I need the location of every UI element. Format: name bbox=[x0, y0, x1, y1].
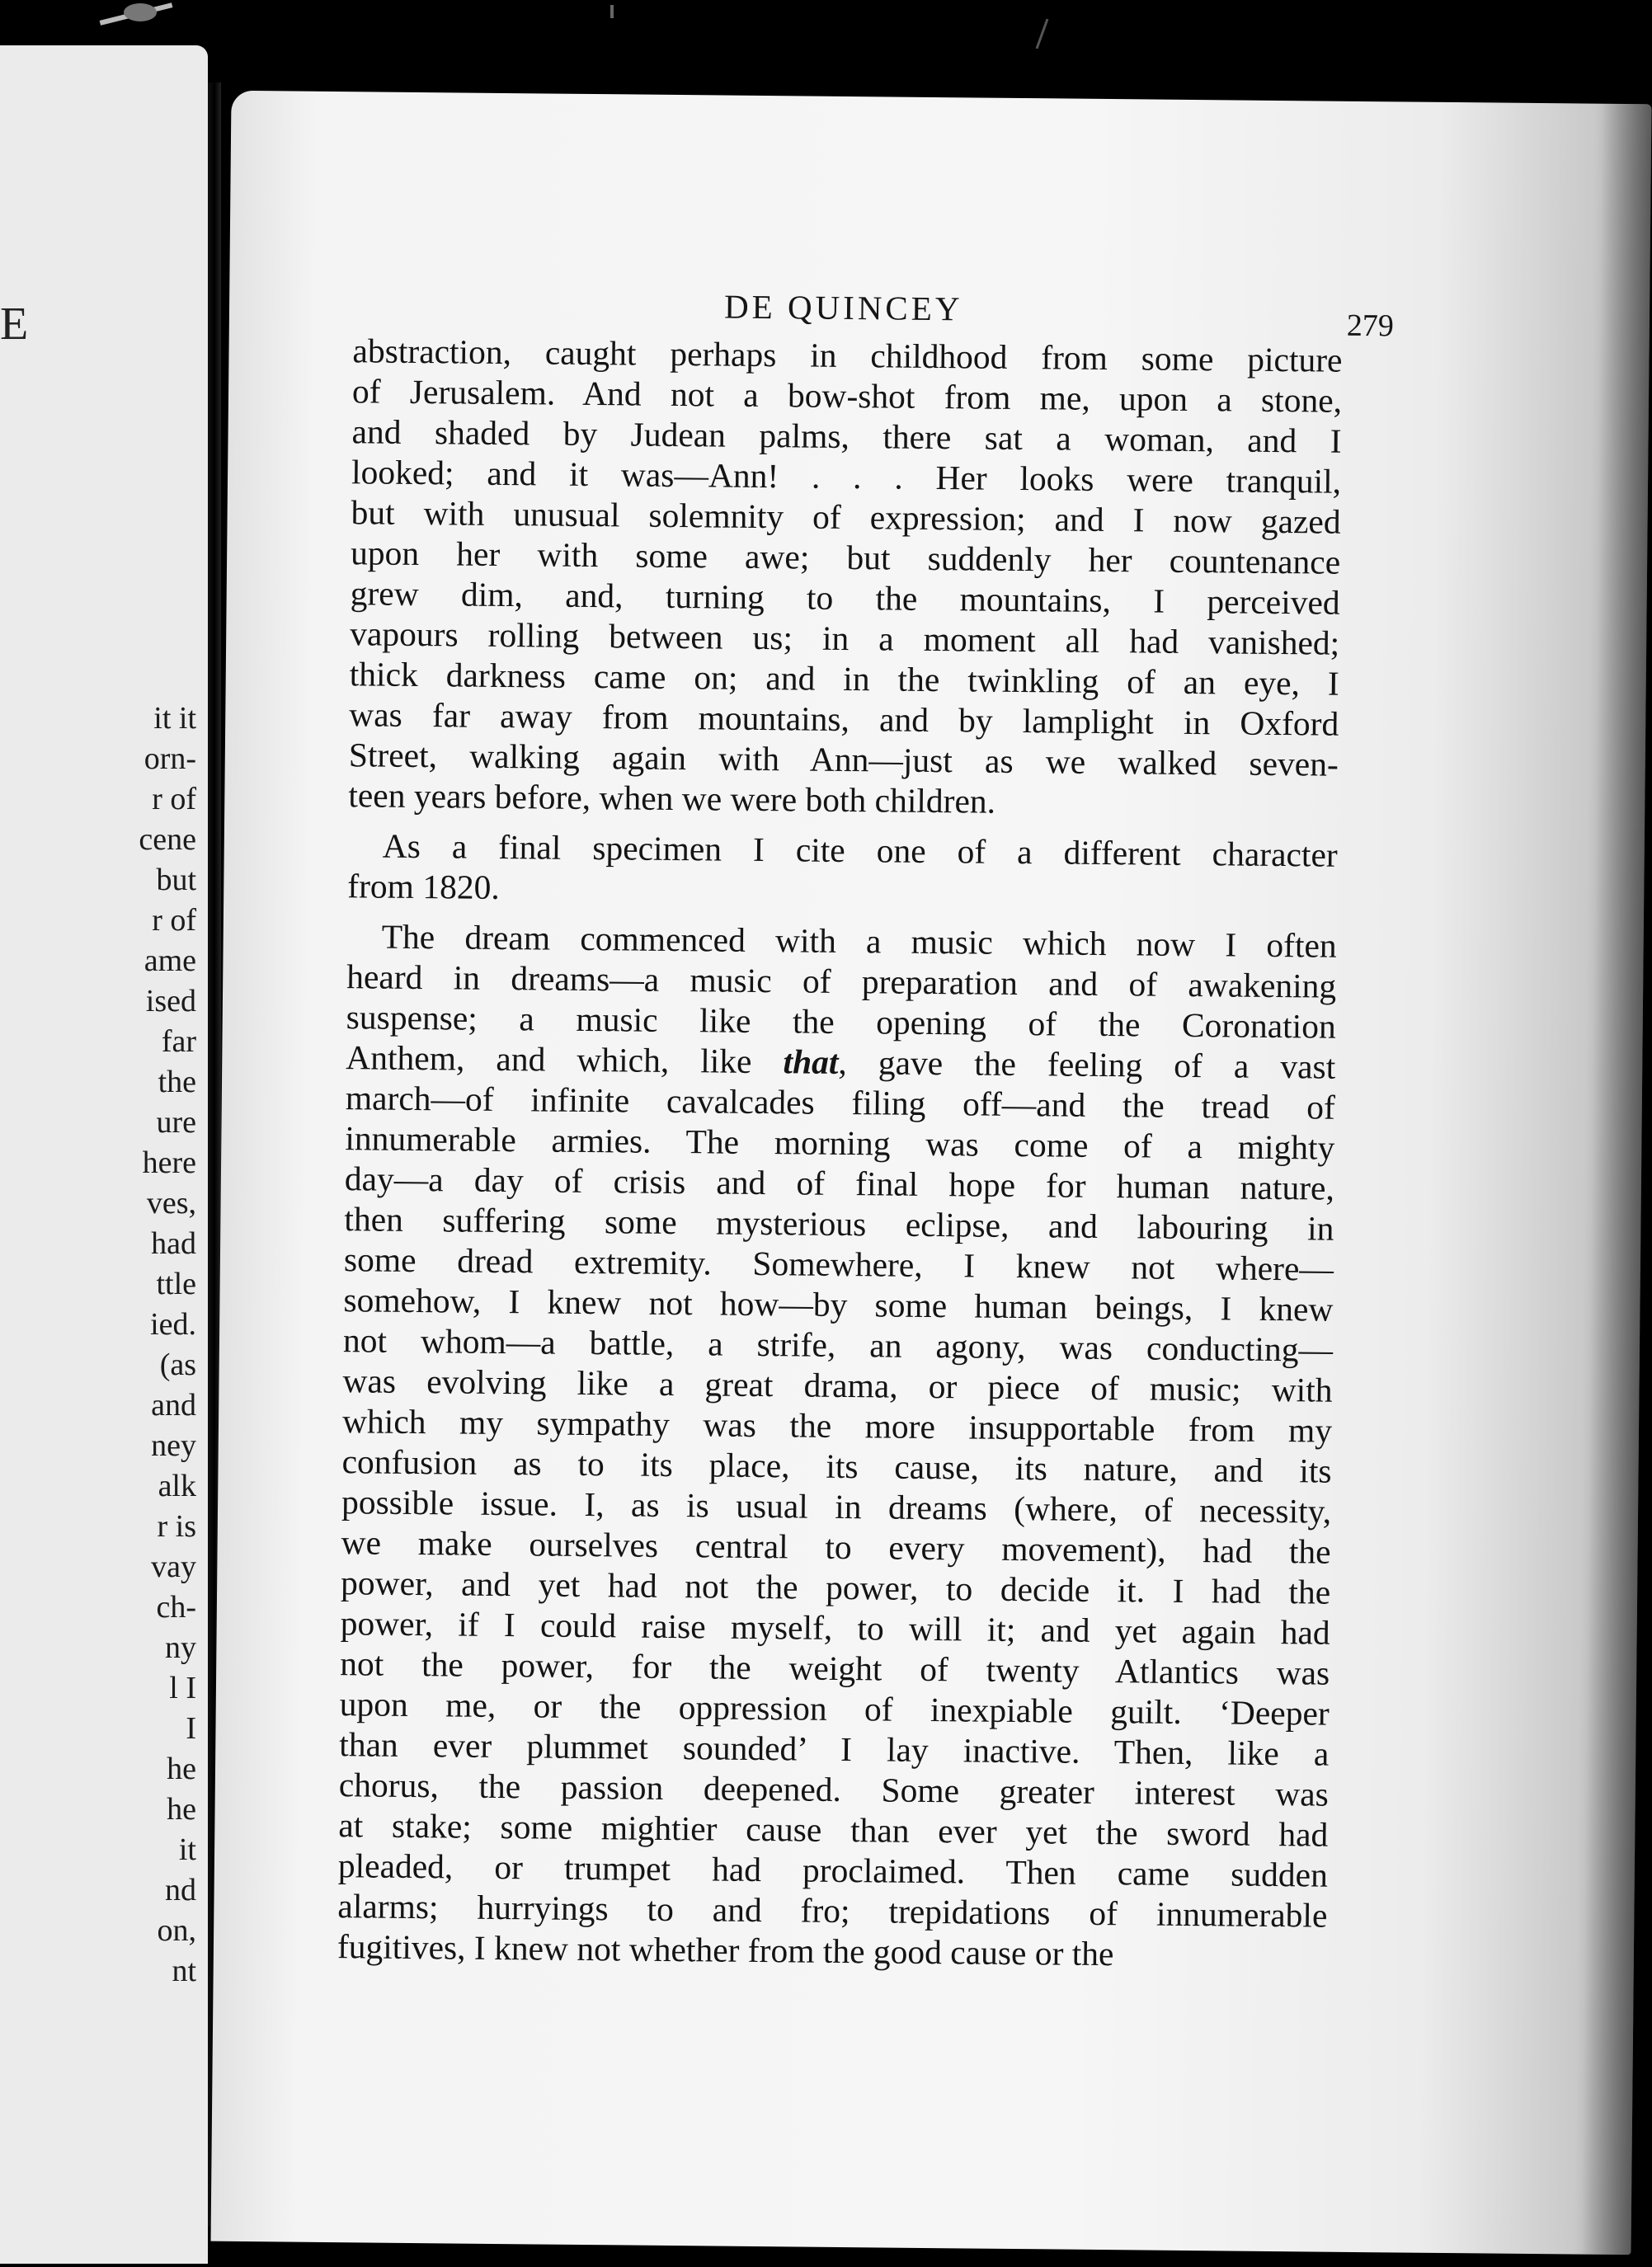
facing-page-line: ure bbox=[156, 1105, 196, 1140]
text-line: The dream commenced with a music which now I often bbox=[381, 917, 1337, 965]
book-page bbox=[211, 91, 1652, 2255]
facing-page-line: and bbox=[151, 1388, 196, 1423]
text-line: somehow, I knew not how—by some human beings, I knew bbox=[343, 1281, 1334, 1329]
facing-page-line: far bbox=[161, 1024, 196, 1059]
text-line: teen years before, when we were both children. bbox=[348, 776, 996, 821]
facing-page-line: ves, bbox=[146, 1186, 196, 1221]
text-line: heard in dreams—a music of preparation and of awakening bbox=[346, 957, 1337, 1005]
facing-page-line: nd bbox=[165, 1873, 196, 1907]
facing-page-line: ame bbox=[144, 943, 196, 978]
text-line: looked; and it was—Ann! . . . Her looks were tranquil, bbox=[351, 453, 1342, 501]
emphasis: that bbox=[783, 1042, 839, 1081]
facing-page-line-fragments bbox=[0, 698, 200, 1992]
facing-page-line: (as bbox=[159, 1348, 196, 1382]
text-line: then suffering some mysterious eclipse, and labouring in bbox=[344, 1200, 1334, 1248]
page-number: 279 bbox=[1346, 308, 1395, 344]
text-line: upon me, or the oppression of inexpiable guilt. ‘Deeper bbox=[339, 1685, 1330, 1733]
paragraph bbox=[347, 825, 1338, 916]
text-line: at stake; some mightier cause than ever yet the sword had bbox=[338, 1806, 1329, 1854]
text-line: was far away from mountains, and by lamplight in Oxford bbox=[349, 695, 1339, 743]
facing-page-line: r is bbox=[157, 1509, 196, 1544]
text-line: possible issue. I, as is usual in dreams (where, of necessity, bbox=[341, 1483, 1332, 1531]
text-line: Anthem, and which, like that, gave the feeling of a vast bbox=[346, 1038, 1336, 1086]
text-line: which my sympathy was the more insupportable from my bbox=[341, 1402, 1333, 1450]
facing-page-line: the bbox=[158, 1065, 196, 1099]
facing-page-line: ny bbox=[165, 1630, 196, 1665]
text-line: but with unusual solemnity of expression; and I now gazed bbox=[351, 493, 1341, 541]
text-line: day—a day of crisis and of final hope for human nature, bbox=[344, 1159, 1335, 1207]
text-line: of Jerusalem. And not a bow-shot from me, upon a stone, bbox=[351, 372, 1343, 420]
facing-page-line: ney bbox=[151, 1428, 196, 1463]
facing-page-line: he bbox=[167, 1752, 196, 1786]
text-line: power, and yet had not the power, to decide it. I had the bbox=[340, 1564, 1331, 1611]
paragraph bbox=[337, 916, 1337, 1976]
text-line: alarms; hurryings to and fro; trepidations of innumerable bbox=[337, 1887, 1328, 1935]
scan-noise bbox=[0, 0, 1652, 49]
facing-page-line: ch- bbox=[156, 1590, 196, 1625]
facing-page-line: cene bbox=[139, 822, 196, 857]
facing-page-line: on, bbox=[157, 1913, 196, 1948]
text-line: not the power, for the weight of twenty Atlantics was bbox=[340, 1644, 1330, 1692]
facing-page-line: it bbox=[178, 1832, 196, 1867]
facing-page-line: nt bbox=[172, 1954, 196, 1988]
facing-page-line: r of bbox=[152, 782, 196, 816]
text-line: we make ourselves central to every movement), had the bbox=[341, 1523, 1331, 1571]
facing-page-line: he bbox=[167, 1792, 196, 1827]
text-line: chorus, the passion deepened. Some greater interest was bbox=[338, 1766, 1330, 1813]
facing-page-fragment bbox=[0, 45, 208, 2264]
text-line: upon her with some awe; but suddenly her countenance bbox=[350, 534, 1341, 581]
facing-page-line: ised bbox=[145, 984, 196, 1018]
text-line: abstraction, caught perhaps in childhood from some picture bbox=[352, 332, 1343, 379]
text-line: power, if I could raise myself, to will it; and yet again had bbox=[340, 1604, 1330, 1652]
text-line: and shaded by Judean palms, there sat a woman, and I bbox=[351, 412, 1342, 460]
paragraph bbox=[348, 331, 1343, 825]
facing-page-line: ttle bbox=[156, 1267, 196, 1301]
facing-page-line: but bbox=[156, 863, 196, 897]
facing-page-line: alk bbox=[158, 1469, 196, 1503]
text-line: some dread extremity. Somewhere, I knew not where— bbox=[343, 1240, 1334, 1288]
facing-page-line: vay bbox=[151, 1550, 196, 1584]
facing-page-line: ied. bbox=[150, 1307, 196, 1342]
running-head: DE QUINCEY bbox=[723, 287, 963, 328]
facing-page-line: l I bbox=[169, 1671, 196, 1705]
text-line: innumerable armies. The morning was come of a mighty bbox=[345, 1119, 1335, 1167]
text-line: was evolving like a great drama, or piece of music; with bbox=[342, 1362, 1333, 1409]
body-text bbox=[337, 331, 1343, 1976]
text-line: march—of infinite cavalcades filing off—and the tread of bbox=[345, 1079, 1336, 1126]
text-line: thick darkness came on; and in the twinkling of an eye, I bbox=[349, 655, 1339, 703]
facing-page-line: had bbox=[151, 1226, 196, 1261]
text-line: vapours rolling between us; in a moment all had vanished; bbox=[350, 614, 1340, 662]
text-line: not whom—a battle, a strife, an agony, was conducting— bbox=[342, 1321, 1334, 1369]
text-line: than ever plummet sounded’ I lay inactive. Then, like a bbox=[339, 1725, 1330, 1773]
text-line: from 1820. bbox=[347, 867, 500, 906]
facing-page-line: I bbox=[186, 1711, 196, 1746]
facing-page-line: orn- bbox=[144, 741, 196, 776]
facing-page-line: it it bbox=[153, 701, 196, 736]
text-line: grew dim, and, turning to the mountains, I perceived bbox=[350, 574, 1340, 622]
text-line: As a final specimen I cite one of a different character bbox=[382, 826, 1338, 874]
facing-page-edge-glyph: E bbox=[0, 299, 29, 350]
facing-page-line: r of bbox=[152, 903, 196, 938]
text-line: confusion as to its place, its cause, its nature, and its bbox=[341, 1442, 1332, 1490]
text-line: pleaded, or trumpet had proclaimed. Then came sudden bbox=[337, 1846, 1329, 1894]
facing-page-line: here bbox=[142, 1145, 196, 1180]
text-line: Street, walking again with Ann—just as we walked seven- bbox=[348, 736, 1339, 783]
text-line: fugitives, I knew not whether from the good cause or the bbox=[337, 1927, 1114, 1973]
text-line: suspense; a music like the opening of the Coronation bbox=[346, 998, 1336, 1046]
